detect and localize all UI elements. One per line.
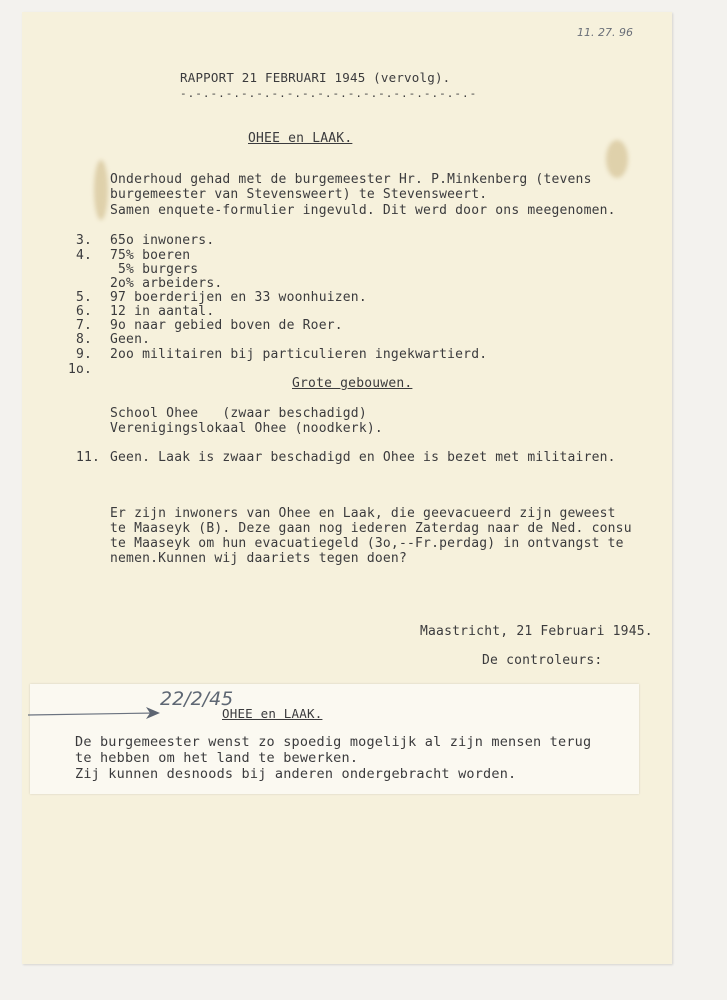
intro-line: burgemeester van Stevensweert) te Stevensweert.	[110, 187, 488, 202]
item-text: Geen. Laak is zwaar beschadigd en Ohee is bezet met militairen.	[110, 450, 616, 465]
slip-title: OHEE en LAAK.	[222, 706, 323, 721]
place-date: Maastricht, 21 Februari 1945.	[420, 624, 653, 639]
heading-rule: -.-.-.-.-.-.-.-.-.-.-.-.-.-.-.-.-.-.-.-	[180, 87, 478, 100]
item-number: 6.	[76, 304, 93, 319]
building-line: School Ohee (zwaar beschadigd)	[110, 406, 367, 421]
item-text: 12 in aantal.	[110, 304, 215, 319]
archive-annotation: 11. 27. 96	[577, 26, 633, 39]
item-number: 5.	[76, 290, 93, 305]
building-line: Verenigingslokaal Ohee (noodkerk).	[110, 421, 383, 436]
item-number: 3.	[76, 233, 93, 248]
item-text: 2o% arbeiders.	[110, 276, 223, 291]
slip-line: De burgemeester wenst zo spoedig mogelijk al zijn mensen terug	[75, 734, 592, 750]
item-text: 9o naar gebied boven de Roer.	[110, 318, 343, 333]
handwritten-date: 22/2/45	[160, 688, 234, 710]
paragraph-line: te Maaseyk om hun evacuatiegeld (3o,--Fr.perdag) in ontvangst te	[110, 536, 624, 551]
subheading: Grote gebouwen.	[292, 376, 413, 391]
report-heading: RAPPORT 21 FEBRUARI 1945 (vervolg).	[180, 70, 451, 85]
item-text: 97 boerderijen en 33 woonhuizen.	[110, 290, 367, 305]
intro-line: Samen enquete-formulier ingevuld. Dit werd door ons meegenomen.	[110, 203, 616, 218]
intro-line: Onderhoud gehad met de burgemeester Hr. P.Minkenberg (tevens	[110, 172, 592, 187]
item-number: 8.	[76, 332, 93, 347]
paper-stain	[94, 160, 108, 220]
item-text: 65o inwoners.	[110, 233, 215, 248]
item-number: 4.	[76, 248, 93, 263]
arrow-icon	[28, 702, 168, 722]
slip-line: Zij kunnen desnoods bij anderen ondergebracht worden.	[75, 766, 517, 782]
document-sheet	[22, 12, 672, 964]
paper-stain	[606, 140, 628, 178]
item-number: 9.	[76, 347, 93, 362]
item-text: 2oo militairen bij particulieren ingekwartierd.	[110, 347, 488, 362]
signoff: De controleurs:	[482, 653, 603, 668]
item-number: 11.	[76, 450, 101, 465]
item-number: 1o.	[68, 362, 93, 377]
section-title: OHEE en LAAK.	[248, 131, 353, 146]
item-text: Geen.	[110, 332, 151, 347]
item-number: 7.	[76, 318, 93, 333]
item-text: 5% burgers	[110, 262, 199, 277]
item-text: 75% boeren	[110, 248, 191, 263]
paragraph-line: nemen.Kunnen wij daariets tegen doen?	[110, 551, 407, 566]
slip-line: te hebben om het land te bewerken.	[75, 750, 359, 766]
paragraph-line: Er zijn inwoners van Ohee en Laak, die geevacueerd zijn geweest	[110, 506, 616, 521]
paragraph-line: te Maaseyk (B). Deze gaan nog iederen Zaterdag naar de Ned. consu	[110, 521, 632, 536]
